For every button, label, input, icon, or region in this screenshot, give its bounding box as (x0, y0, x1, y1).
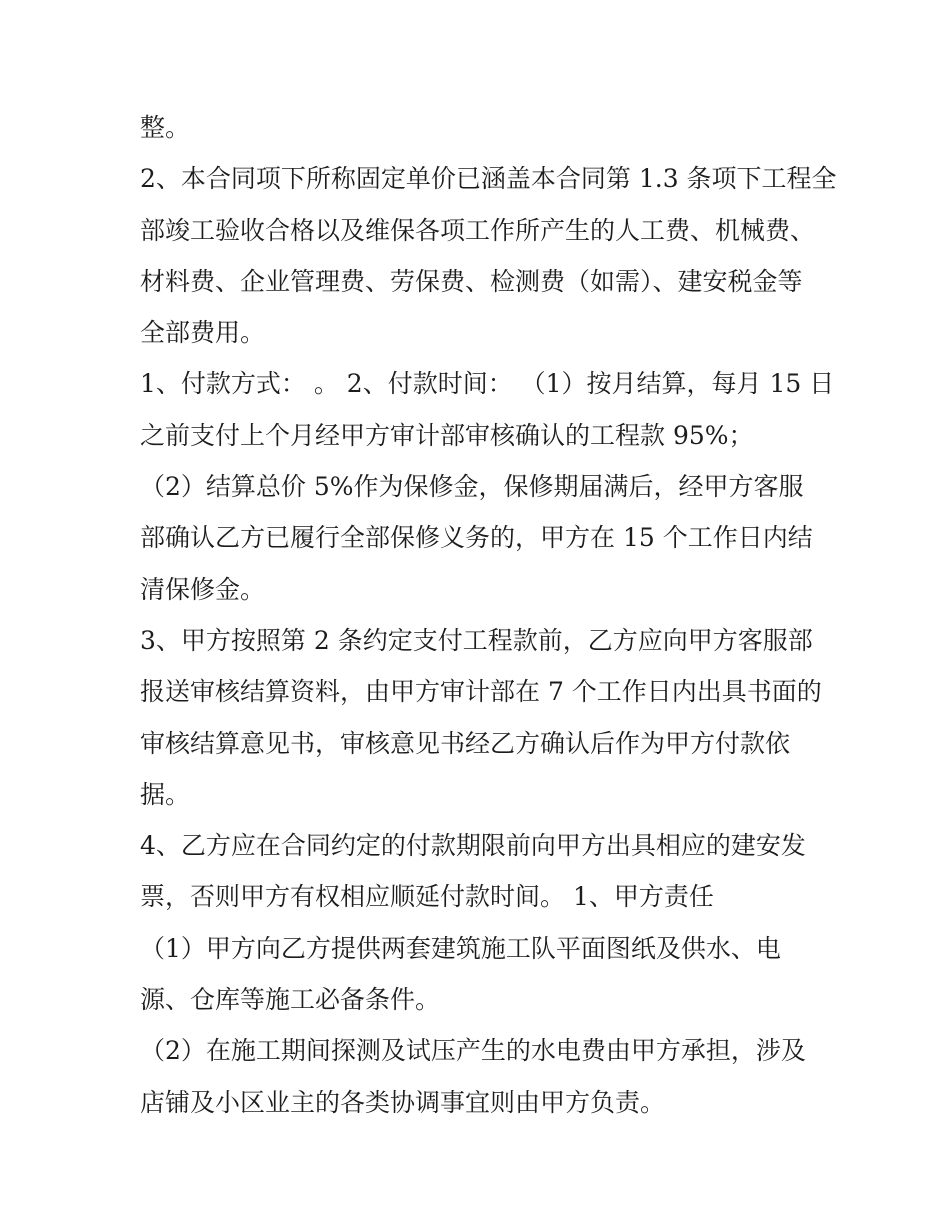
text-line-9: 部确认乙方已履行全部保修义务的，甲方在 15 个工作日内结 (140, 523, 813, 553)
text-line-15: 4、乙方应在合同约定的付款期限前向甲方出具相应的建安发 (140, 831, 806, 861)
text-line-2: 2、本合同项下所称固定单价已涵盖本合同第 1.3 条项下工程全 (140, 164, 837, 194)
text-line-5: 全部费用。 (140, 318, 266, 348)
text-line-3: 部竣工验收合格以及维保各项工作所产生的人工费、机械费、 (140, 215, 816, 245)
text-line-7: 之前支付上个月经甲方审计部审核确认的工程款 95%； (140, 420, 754, 450)
text-line-17: （1）甲方向乙方提供两套建筑施工队平面图纸及供水、电 (140, 933, 781, 963)
text-line-1: 整。 (140, 113, 191, 142)
contract-text-body (140, 102, 837, 1128)
text-line-8: （2）结算总价 5%作为保修金，保修期届满后，经甲方客服 (140, 472, 804, 502)
text-line-12: 报送审核结算资料，由甲方审计部在 7 个工作日内出具书面的 (140, 677, 822, 707)
text-line-11: 3、甲方按照第 2 条约定支付工程款前，乙方应向甲方客服部 (140, 625, 813, 655)
text-line-6: 1、付款方式： 。 2、付款时间： （1）按月结算，每月 15 日 (140, 369, 835, 399)
text-line-13: 审核结算意见书，审核意见书经乙方确认后作为甲方付款依 (140, 728, 791, 758)
text-line-18: 源、仓库等施工必备条件。 (140, 985, 441, 1015)
text-line-19: （2）在施工期间探测及试压产生的水电费由甲方承担，涉及 (140, 1036, 806, 1066)
text-line-14: 据。 (140, 779, 191, 809)
text-line-20: 店铺及小区业主的各类协调事宜则由甲方负责。 (140, 1087, 666, 1117)
text-line-4: 材料费、企业管理费、劳保费、检测费（如需）、建安税金等 (140, 266, 803, 296)
text-line-16: 票，否则甲方有权相应顺延付款时间。 1、甲方责任 (140, 882, 714, 912)
text-line-10: 清保修金。 (140, 574, 266, 604)
